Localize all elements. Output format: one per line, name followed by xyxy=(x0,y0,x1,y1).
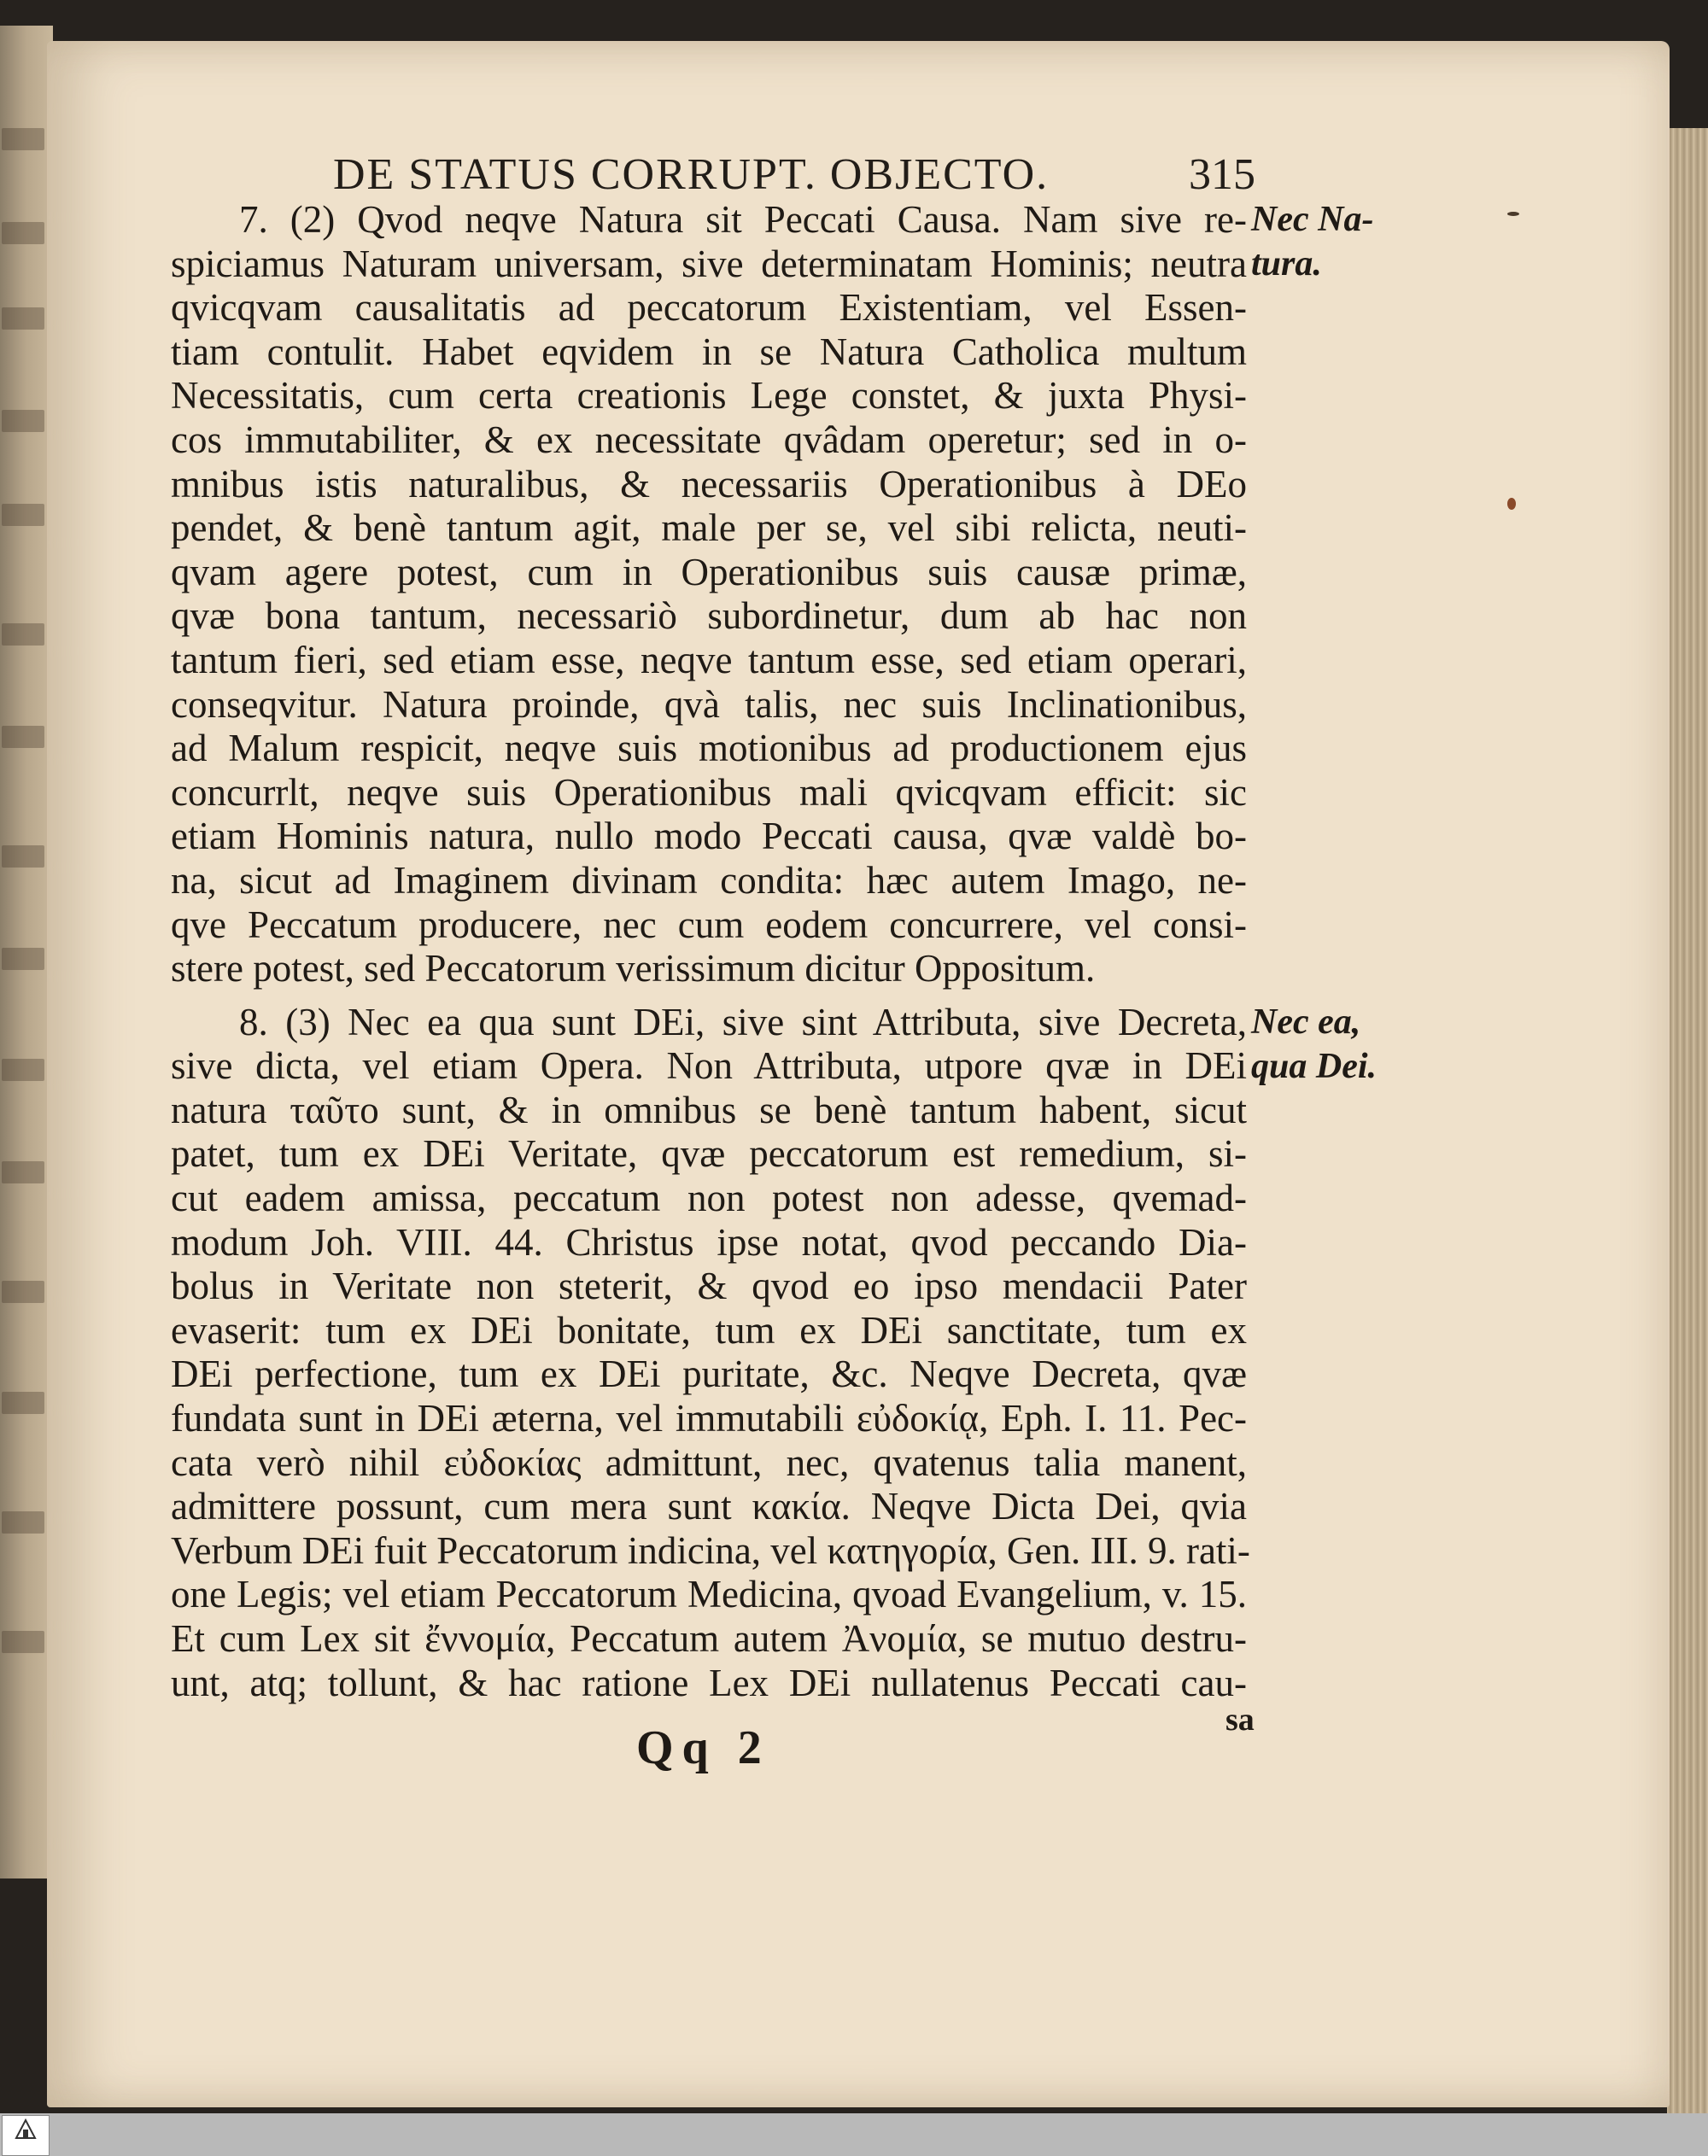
text-line: unt, atq; tollunt, & hac ratione Lex DEi nullatenus Peccati cau- xyxy=(171,1661,1247,1704)
margin-note: qua Dei. xyxy=(1251,1047,1377,1086)
text-line: cut eadem amissa, peccatum non potest non adesse, qvemad- xyxy=(171,1177,1247,1220)
text-line: conseqvitur. Natura proinde, qvà talis, nec suis Inclinationibus, xyxy=(171,682,1247,726)
text-line: Verbum DEi fuit Peccatorum indicina, vel κατηγορία, Gen. III. 9. rati- xyxy=(171,1528,1250,1572)
catchword: sa xyxy=(1225,1702,1255,1738)
margin-note: Nec Na- xyxy=(1251,200,1374,239)
text-line: concurrlt, neqve suis Operationibus mali qvicqvam efficit: sic xyxy=(171,770,1247,814)
previous-page-edge xyxy=(0,26,53,1878)
text-line: DEi perfectione, tum ex DEi puritate, &c. Neqve Decreta, qvæ xyxy=(171,1353,1247,1396)
text-line: mnibus istis naturalibus, & necessariis Operationibus à DEo xyxy=(171,462,1247,505)
text-line: bolus in Veritate non steterit, & qvod eo ipso mendacii Pater xyxy=(171,1265,1247,1308)
text-line: na, sicut ad Imaginem divinam condita: hæc autem Imago, ne- xyxy=(171,858,1247,902)
text-line: one Legis; vel etiam Peccatorum Medicina, qvoad Evangelium, v. 15. xyxy=(171,1573,1247,1616)
text-line: stere potest, sed Peccatorum verissimum dicitur Oppositum. xyxy=(171,947,1096,990)
running-title: DE STATUS CORRUPT. OBJECTO. xyxy=(333,150,1050,199)
text-line: fundata sunt in DEi æterna, vel immutabili εὐδοκίᾳ, Eph. I. 11. Pec- xyxy=(171,1397,1247,1440)
running-head xyxy=(333,149,1255,201)
ink-mark xyxy=(1507,212,1519,216)
signature-mark: Qq 2 xyxy=(636,1721,770,1774)
page-number: 315 xyxy=(1189,150,1255,199)
text-line: etiam Hominis natura, nullo modo Peccati causa, qvæ valdè bo- xyxy=(171,815,1247,858)
text-line: Et cum Lex sit ἔννομία, Peccatum autem Ἀνομία, se mutuo destru- xyxy=(171,1617,1247,1660)
ink-stain xyxy=(1507,498,1516,510)
text-line: tantum fieri, sed etiam esse, neqve tantum esse, sed etiam operari, xyxy=(171,638,1247,681)
library-logo-icon xyxy=(2,2115,50,2156)
text-line: tiam contulit. Habet eqvidem in se Natura Catholica multum xyxy=(171,330,1247,373)
text-line: patet, tum ex DEi Veritate, qvæ peccatorum est remedium, si- xyxy=(171,1132,1247,1176)
text-line: qve Peccatum producere, nec cum eodem concurrere, vel consi- xyxy=(171,903,1247,946)
text-line: cata verò nihil εὐδοκίας admittunt, nec, qvatenus talia manent, xyxy=(171,1440,1247,1484)
text-line: Necessitatis, cum certa creationis Lege constet, & juxta Physi- xyxy=(171,374,1247,418)
text-line: 7. (2) Qvod neqve Natura sit Peccati Causa. Nam sive re- xyxy=(239,198,1247,241)
text-line: spiciamus Naturam universam, sive determinatam Hominis; neutra xyxy=(171,242,1247,285)
text-line: ad Malum respicit, neqve suis motionibus ad productionem ejus xyxy=(171,727,1247,770)
text-line: modum Joh. VIII. 44. Christus ipse notat, qvod peccando Dia- xyxy=(171,1220,1247,1264)
text-line: evaserit: tum ex DEi bonitate, tum ex DEi sanctitate, tum ex xyxy=(171,1308,1247,1352)
text-line: 8. (3) Nec ea qua sunt DEi, sive sint Attributa, sive Decreta, xyxy=(239,1000,1247,1043)
text-line: qvicqvam causalitatis ad peccatorum Existentiam, vel Essen- xyxy=(171,286,1247,330)
text-line: pendet, & benè tantum agit, male per se, vel sibi relicta, neuti- xyxy=(171,506,1247,550)
text-line: qvæ bona tantum, necessariò subordinetur, dum ab hac non xyxy=(171,594,1247,638)
text-line: sive dicta, vel etiam Opera. Non Attributa, utpore qvæ in DEi xyxy=(171,1044,1247,1088)
text-line: qvam agere potest, cum in Operationibus suis causæ primæ, xyxy=(171,550,1247,593)
text-line: cos immutabiliter, & ex necessitate qvâdam operetur; sed in o- xyxy=(171,418,1247,461)
text-line: admittere possunt, cum mera sunt κακία. Neqve Dicta Dei, qvia xyxy=(171,1485,1247,1528)
margin-note: Nec ea, xyxy=(1251,1002,1361,1042)
text-line: natura ταῦτο sunt, & in omnibus se benè tantum habent, sicut xyxy=(171,1088,1247,1131)
body-text xyxy=(171,198,1250,1705)
viewer-bottom-bar xyxy=(0,2113,1708,2156)
margin-note: tura. xyxy=(1251,244,1322,283)
book-fore-edge xyxy=(1667,128,1708,2113)
